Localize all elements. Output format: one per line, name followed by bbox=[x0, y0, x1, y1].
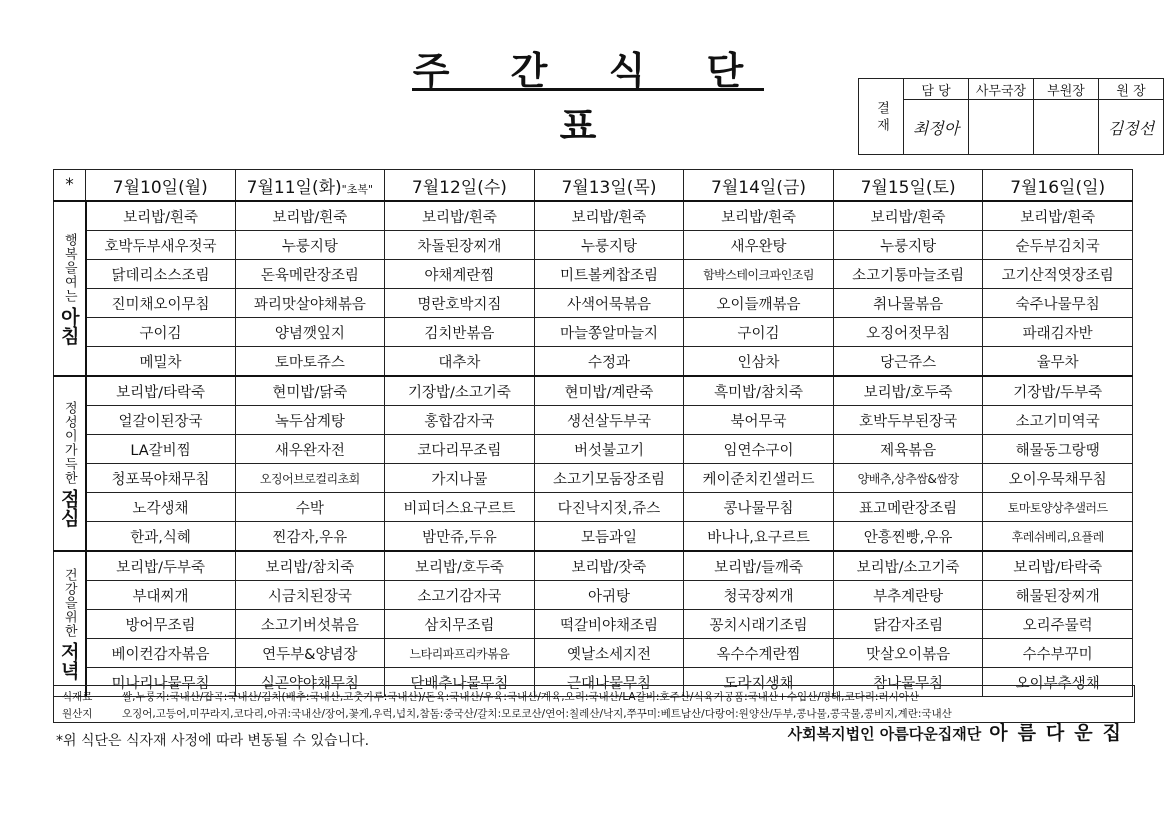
menu-cell: 새우완탕 bbox=[684, 231, 834, 260]
menu-cell: 숙주나물무침 bbox=[983, 289, 1133, 318]
menu-cell: 생선살두부국 bbox=[534, 406, 684, 435]
menu-cell: 바나나,요구르트 bbox=[684, 522, 834, 552]
menu-cell: 시금치된장국 bbox=[235, 581, 385, 610]
origin-label-origin: 원산지 bbox=[62, 708, 93, 720]
organization-prefix: 사회복지법인 아름다운집재단 bbox=[787, 725, 982, 743]
menu-cell: 새우완자전 bbox=[235, 435, 385, 464]
approval-box bbox=[858, 78, 1164, 155]
menu-cell: 콩나물무침 bbox=[684, 493, 834, 522]
menu-cell: 옥수수계란찜 bbox=[684, 639, 834, 668]
menu-cell: 보리밥/타락죽 bbox=[86, 376, 236, 406]
menu-cell: 꽁치시래기조림 bbox=[684, 610, 834, 639]
weekly-menu-table bbox=[53, 169, 1133, 697]
menu-cell: 찐감자,우유 bbox=[235, 522, 385, 552]
menu-cell: 오이들깨볶음 bbox=[684, 289, 834, 318]
menu-cell: 명란호박지짐 bbox=[385, 289, 535, 318]
menu-cell: 연두부&양념장 bbox=[235, 639, 385, 668]
menu-cell: 취나물볶음 bbox=[833, 289, 983, 318]
menu-row bbox=[54, 551, 1133, 581]
menu-cell: 오이부추생채 bbox=[983, 668, 1133, 697]
menu-cell: 가지나물 bbox=[385, 464, 535, 493]
menu-cell: 진미채오이무침 bbox=[86, 289, 236, 318]
menu-cell: 보리밥/잣죽 bbox=[534, 551, 684, 581]
organization-name: 아름다운집 bbox=[989, 722, 1131, 744]
menu-cell: 참나물무침 bbox=[833, 668, 983, 697]
menu-cell: 누룽지탕 bbox=[833, 231, 983, 260]
menu-cell: 기장밥/두부죽 bbox=[983, 376, 1133, 406]
menu-cell: 오징어젓무침 bbox=[833, 318, 983, 347]
menu-row bbox=[54, 522, 1133, 552]
menu-cell: 부추계란탕 bbox=[833, 581, 983, 610]
menu-row bbox=[54, 376, 1133, 406]
meal-label-big: 점심 bbox=[57, 488, 80, 527]
meal-label bbox=[54, 551, 86, 697]
menu-cell: 단배추나물무침 bbox=[385, 668, 535, 697]
menu-cell: 미트볼케찹조림 bbox=[534, 260, 684, 289]
menu-cell: 오이우묵채무침 bbox=[983, 464, 1133, 493]
menu-cell: 실곤약야채무침 bbox=[235, 668, 385, 697]
meal-label-small: 행복을여는 bbox=[61, 232, 77, 303]
menu-cell: 양념깻잎지 bbox=[235, 318, 385, 347]
menu-cell: 베이컨감자볶음 bbox=[86, 639, 236, 668]
menu-cell: 수정과 bbox=[534, 347, 684, 377]
menu-cell: 해물동그랑땡 bbox=[983, 435, 1133, 464]
menu-cell: 사색어묵볶음 bbox=[534, 289, 684, 318]
menu-cell: 얼갈이된장국 bbox=[86, 406, 236, 435]
menu-row bbox=[54, 435, 1133, 464]
menu-cell: 오징어브로컬리초회 bbox=[235, 464, 385, 493]
menu-row bbox=[54, 406, 1133, 435]
menu-row bbox=[54, 289, 1133, 318]
menu-cell: 한과,식혜 bbox=[86, 522, 236, 552]
menu-cell: 순두부김치국 bbox=[983, 231, 1133, 260]
menu-cell: 근대나물무침 bbox=[534, 668, 684, 697]
menu-cell: 안흥찐빵,우유 bbox=[833, 522, 983, 552]
menu-cell: 인삼차 bbox=[684, 347, 834, 377]
menu-cell: 북어무국 bbox=[684, 406, 834, 435]
day-header: 7월13일(목) bbox=[534, 170, 684, 202]
menu-cell: 아귀탕 bbox=[534, 581, 684, 610]
menu-row bbox=[54, 201, 1133, 231]
menu-cell: LA갈비찜 bbox=[86, 435, 236, 464]
organization-footer bbox=[788, 718, 1131, 745]
menu-cell: 코다리무조림 bbox=[385, 435, 535, 464]
menu-cell: 닭데리소스조림 bbox=[86, 260, 236, 289]
approval-side-label: 결 재 bbox=[859, 79, 904, 155]
menu-cell: 기장밥/소고기죽 bbox=[385, 376, 535, 406]
menu-cell: 부대찌개 bbox=[86, 581, 236, 610]
day-header: 7월12일(수) bbox=[385, 170, 535, 202]
menu-cell: 보리밥/들깨죽 bbox=[684, 551, 834, 581]
menu-cell: 녹두삼계탕 bbox=[235, 406, 385, 435]
menu-cell: 보리밥/참치죽 bbox=[235, 551, 385, 581]
corner-cell: * bbox=[54, 170, 86, 202]
day-header: 7월16일(일) bbox=[983, 170, 1133, 202]
menu-cell: 버섯불고기 bbox=[534, 435, 684, 464]
menu-cell: 보리밥/두부죽 bbox=[86, 551, 236, 581]
approval-header-manager: 담 당 bbox=[904, 79, 969, 100]
menu-cell: 옛날소세지전 bbox=[534, 639, 684, 668]
menu-cell: 도라지생채 bbox=[684, 668, 834, 697]
menu-cell: 김치반볶음 bbox=[385, 318, 535, 347]
menu-cell: 꽈리맛살야채볶음 bbox=[235, 289, 385, 318]
origin-line-2: 오징어,고등어,미꾸라지,코다리,아귀:국내산/장어,꽃게,우럭,넙치,참돔:중국산/갈치:모로코산/연어:칠레산/낙지,쭈꾸미:베트남산/다랑어:원양산/두부,콩나물,콩국물,콩비지,계란:국내산 bbox=[122, 708, 952, 720]
menu-cell: 모듬과일 bbox=[534, 522, 684, 552]
menu-cell: 토마토양상추샐러드 bbox=[983, 493, 1133, 522]
menu-cell: 고기산적엿장조림 bbox=[983, 260, 1133, 289]
menu-cell: 누룽지탕 bbox=[534, 231, 684, 260]
meal-label-big: 저녁 bbox=[57, 642, 80, 680]
menu-cell: 호박두부새우젓국 bbox=[86, 231, 236, 260]
menu-cell: 구이김 bbox=[684, 318, 834, 347]
menu-cell: 방어무조림 bbox=[86, 610, 236, 639]
menu-cell: 보리밥/흰죽 bbox=[534, 201, 684, 231]
menu-cell: 보리밥/흰죽 bbox=[833, 201, 983, 231]
menu-cell: 오리주물럭 bbox=[983, 610, 1133, 639]
menu-cell: 떡갈비야채조림 bbox=[534, 610, 684, 639]
menu-cell: 마늘쫑알마늘지 bbox=[534, 318, 684, 347]
menu-cell: 느타리파프리카볶음 bbox=[385, 639, 535, 668]
menu-cell: 맛살오이볶음 bbox=[833, 639, 983, 668]
menu-cell: 노각생채 bbox=[86, 493, 236, 522]
approval-signature-head: 김정선 bbox=[1099, 100, 1164, 155]
title-underline bbox=[412, 88, 764, 91]
menu-cell: 청국장찌개 bbox=[684, 581, 834, 610]
menu-cell: 제육볶음 bbox=[833, 435, 983, 464]
menu-cell: 삼치무조림 bbox=[385, 610, 535, 639]
menu-cell: 임연수구이 bbox=[684, 435, 834, 464]
day-header: 7월14일(금) bbox=[684, 170, 834, 202]
menu-cell: 보리밥/흰죽 bbox=[983, 201, 1133, 231]
approval-signature-manager: 최정아 bbox=[904, 100, 969, 155]
origin-line-1: 쌀,누룽지:국내산/잡곡:국내산/김치(배추:국내산,고춧가루:국내산)/돈육:국내산/우육:국내산/계육,오리:국내산/LA갈비:호주산/식육가공품:국내산+수입산/명태,코다리:러시아산 bbox=[122, 691, 920, 703]
menu-cell: 소고기모둠장조림 bbox=[534, 464, 684, 493]
menu-cell: 대추차 bbox=[385, 347, 535, 377]
menu-cell: 토마토쥬스 bbox=[235, 347, 385, 377]
menu-row bbox=[54, 347, 1133, 377]
menu-cell: 함박스테이크파인조림 bbox=[684, 260, 834, 289]
approval-header-head: 원 장 bbox=[1099, 79, 1164, 100]
day-header: 7월15일(토) bbox=[833, 170, 983, 202]
menu-cell: 후레쉬베리,요플레 bbox=[983, 522, 1133, 552]
menu-cell: 돈육메란장조림 bbox=[235, 260, 385, 289]
menu-body bbox=[54, 201, 1133, 697]
menu-row bbox=[54, 639, 1133, 668]
menu-cell: 당근쥬스 bbox=[833, 347, 983, 377]
approval-signature-director bbox=[969, 100, 1034, 155]
menu-cell: 해물된장찌개 bbox=[983, 581, 1133, 610]
approval-header-director: 사무국장 bbox=[969, 79, 1034, 100]
meal-label-big: 아침 bbox=[57, 306, 80, 345]
meal-label bbox=[54, 201, 86, 376]
menu-cell: 율무차 bbox=[983, 347, 1133, 377]
menu-cell: 소고기미역국 bbox=[983, 406, 1133, 435]
meal-label-small: 건강을위한 bbox=[61, 568, 77, 638]
menu-cell: 보리밥/호두죽 bbox=[833, 376, 983, 406]
meal-label-small: 정성이가득한 bbox=[61, 400, 77, 485]
menu-cell: 홍합감자국 bbox=[385, 406, 535, 435]
menu-cell: 보리밥/흰죽 bbox=[86, 201, 236, 231]
menu-row bbox=[54, 464, 1133, 493]
menu-cell: 흑미밥/참치죽 bbox=[684, 376, 834, 406]
menu-cell: 닭감자조림 bbox=[833, 610, 983, 639]
menu-cell: 누룽지탕 bbox=[235, 231, 385, 260]
menu-row bbox=[54, 493, 1133, 522]
menu-cell: 양배추,상추쌈&쌈장 bbox=[833, 464, 983, 493]
menu-row bbox=[54, 318, 1133, 347]
origin-label-ingredients: 식재료 bbox=[62, 691, 93, 703]
menu-cell: 보리밥/호두죽 bbox=[385, 551, 535, 581]
menu-cell: 청포묵야채무침 bbox=[86, 464, 236, 493]
menu-cell: 다진낙지젓,쥬스 bbox=[534, 493, 684, 522]
menu-cell: 수수부꾸미 bbox=[983, 639, 1133, 668]
menu-cell: 비피더스요구르트 bbox=[385, 493, 535, 522]
change-notice: *위 식단은 식자재 사정에 따라 변동될 수 있습니다. bbox=[56, 733, 370, 749]
menu-cell: 밤만쥬,두유 bbox=[385, 522, 535, 552]
menu-cell: 케이준치킨샐러드 bbox=[684, 464, 834, 493]
menu-cell: 현미밥/닭죽 bbox=[235, 376, 385, 406]
menu-cell: 파래김자반 bbox=[983, 318, 1133, 347]
menu-cell: 소고기통마늘조림 bbox=[833, 260, 983, 289]
menu-cell: 야채계란찜 bbox=[385, 260, 535, 289]
menu-row bbox=[54, 610, 1133, 639]
menu-cell: 메밀차 bbox=[86, 347, 236, 377]
approval-header-vice: 부원장 bbox=[1034, 79, 1099, 100]
menu-row bbox=[54, 260, 1133, 289]
menu-cell: 미나리나물무침 bbox=[86, 668, 236, 697]
menu-cell: 구이김 bbox=[86, 318, 236, 347]
menu-cell: 소고기버섯볶음 bbox=[235, 610, 385, 639]
meal-label bbox=[54, 376, 86, 551]
menu-cell: 보리밥/타락죽 bbox=[983, 551, 1133, 581]
menu-cell: 보리밥/흰죽 bbox=[684, 201, 834, 231]
menu-cell: 수박 bbox=[235, 493, 385, 522]
menu-cell: 표고메란장조림 bbox=[833, 493, 983, 522]
day-header-row bbox=[54, 170, 1133, 202]
menu-row bbox=[54, 231, 1133, 260]
menu-cell: 보리밥/소고기죽 bbox=[833, 551, 983, 581]
day-header: 7월10일(월) bbox=[86, 170, 236, 202]
day-header: 7월11일(화)"초복" bbox=[235, 170, 385, 202]
approval-signature-vice bbox=[1034, 100, 1099, 155]
menu-cell: 보리밥/흰죽 bbox=[385, 201, 535, 231]
menu-row bbox=[54, 581, 1133, 610]
menu-cell: 보리밥/흰죽 bbox=[235, 201, 385, 231]
menu-cell: 호박두부된장국 bbox=[833, 406, 983, 435]
menu-cell: 현미밥/계란죽 bbox=[534, 376, 684, 406]
menu-cell: 소고기감자국 bbox=[385, 581, 535, 610]
page-title: 주 간 식 단 표 bbox=[412, 49, 768, 148]
menu-cell: 차돌된장찌개 bbox=[385, 231, 535, 260]
